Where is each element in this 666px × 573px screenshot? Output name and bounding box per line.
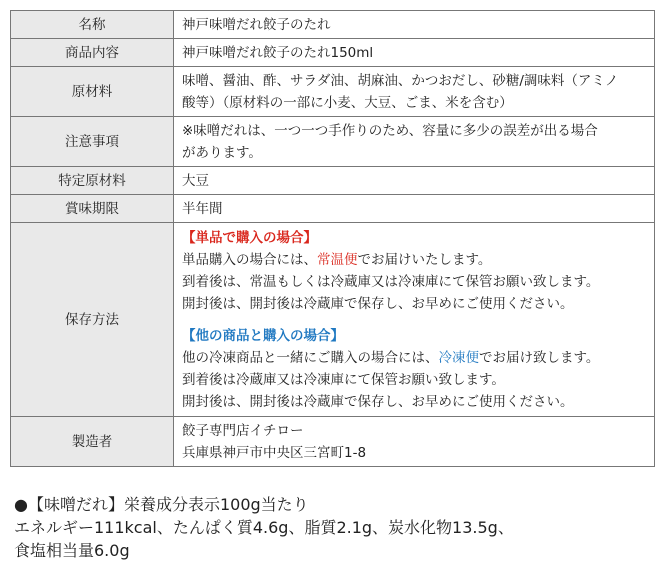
storage-single-line-3: 開封後は、開封後は冷蔵庫で保存し、お早めにご使用ください。 <box>182 295 574 312</box>
row-label-notes: 注意事項 <box>11 117 174 167</box>
storage-other-heading: 【他の商品と購入の場合】 <box>182 327 344 344</box>
ingredients-line-2: 酸等）（原材料の一部に小麦、大豆、ごま、米を含む） <box>182 94 513 111</box>
table-row <box>11 117 655 167</box>
product-spec-table <box>10 10 655 467</box>
row-value-ingredients <box>174 67 655 117</box>
row-label-contents: 商品内容 <box>11 39 174 67</box>
storage-single-heading: 【単品で購入の場合】 <box>182 229 317 246</box>
storage-single-line-1 <box>182 249 646 271</box>
nutrition-line-2: 食塩相当量6.0g <box>14 541 130 560</box>
storage-other-line-1-post: でお届け致します。 <box>479 349 600 366</box>
row-value-maker <box>174 417 655 467</box>
row-label-allergens: 特定原材料 <box>11 167 174 195</box>
storage-other-line-1-pre: 他の冷凍商品と一緒にご購入の場合には、 <box>182 349 439 366</box>
storage-single-line-1-pre: 単品購入の場合には、 <box>182 251 317 268</box>
room-temp-delivery-highlight: 常温便 <box>317 251 358 268</box>
table-row <box>11 195 655 223</box>
row-value-name: 神戸味噌だれ餃子のたれ <box>174 11 655 39</box>
maker-line-2: 兵庫県神戸市中央区三宮町1-8 <box>182 444 367 461</box>
table-row <box>11 417 655 467</box>
storage-other-line-2: 到着後は冷蔵庫又は冷凍庫にて保管お願い致します。 <box>182 371 505 388</box>
table-row <box>11 167 655 195</box>
storage-single-line-1-post: でお届けいたします。 <box>357 251 492 268</box>
row-value-allergens: 大豆 <box>174 167 655 195</box>
nutrition-line-1: エネルギー111kcal、たんぱく質4.6g、脂質2.1g、炭水化物13.5g、 <box>14 518 514 537</box>
notes-line-2: があります。 <box>182 144 262 161</box>
frozen-delivery-highlight: 冷凍便 <box>438 349 479 366</box>
row-label-storage: 保存方法 <box>11 223 174 417</box>
nutrition-facts <box>14 493 659 562</box>
maker-line-1: 餃子専門店イチロー <box>182 422 304 439</box>
table-row <box>11 39 655 67</box>
storage-other-line-1 <box>182 347 646 369</box>
notes-line-1: ※味噌だれは、一つ一つ手作りのため、容量に多少の誤差が出る場合 <box>182 122 598 139</box>
ingredients-line-1: 味噌、醤油、酢、サラダ油、胡麻油、かつおだし、砂糖/調味料（アミノ <box>182 72 619 89</box>
row-value-notes <box>174 117 655 167</box>
storage-other-line-3: 開封後は、開封後は冷蔵庫で保存し、お早めにご使用ください。 <box>182 393 574 410</box>
row-value-contents: 神戸味噌だれ餃子のたれ150ml <box>174 39 655 67</box>
row-label-name: 名称 <box>11 11 174 39</box>
storage-single-line-2: 到着後は、常温もしくは冷蔵庫又は冷凍庫にて保管お願い致します。 <box>182 273 600 290</box>
row-label-ingredients: 原材料 <box>11 67 174 117</box>
nutrition-heading: ●【味噌だれ】栄養成分表示100g当たり <box>14 495 309 514</box>
row-value-shelf-life: 半年間 <box>174 195 655 223</box>
table-row <box>11 11 655 39</box>
row-value-storage <box>174 223 655 417</box>
table-row <box>11 223 655 417</box>
row-label-maker: 製造者 <box>11 417 174 467</box>
storage-spacer <box>182 315 646 325</box>
table-row <box>11 67 655 117</box>
row-label-shelf-life: 賞味期限 <box>11 195 174 223</box>
